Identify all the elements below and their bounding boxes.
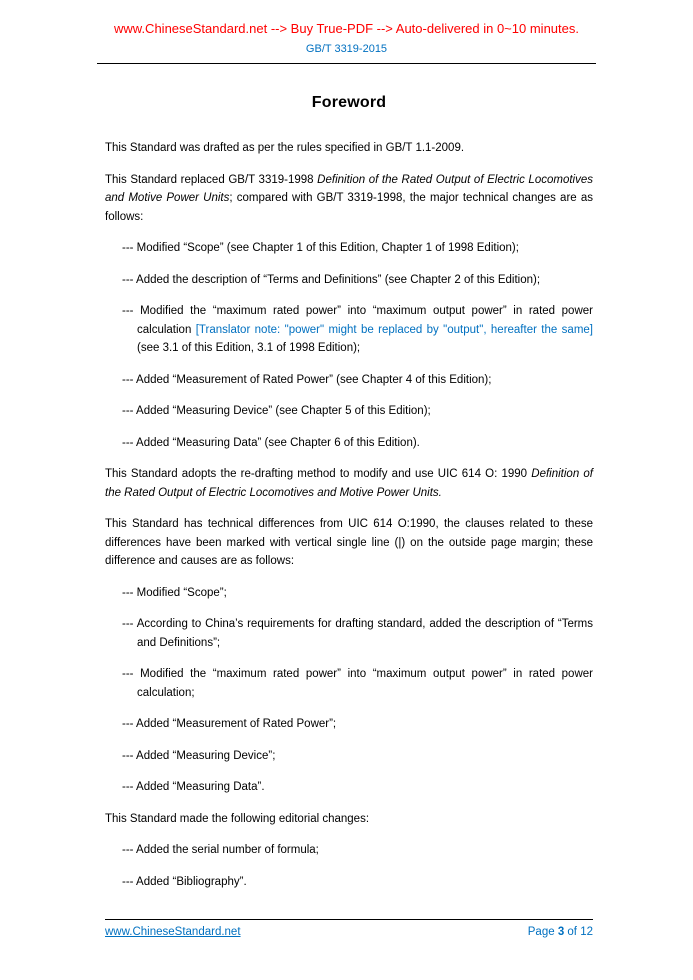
- header-banner: www.ChineseStandard.net --> Buy True-PDF --> Auto-delivered in 0~10 minutes.: [114, 21, 579, 36]
- page-label-prefix: Page: [527, 926, 558, 938]
- text-run: --- Modified the “maximum rated power” into “maximum output power” in rated power calculation: [122, 305, 593, 336]
- doc-number: GB/T 3319-2015: [305, 43, 388, 55]
- footer-row: [105, 920, 593, 938]
- text-run: ; compared with GB/T 3319-1998, the major technical changes are as follows:: [105, 192, 593, 223]
- text-run: This Standard replaced GB/T 3319-1998: [105, 173, 318, 186]
- footer-link[interactable]: www.ChineseStandard.net: [105, 926, 241, 938]
- list-item-modified-scope: --- Modified “Scope” (see Chapter 1 of this Edition, Chapter 1 of 1998 Edition);: [122, 242, 519, 254]
- list-item-added-device-2: --- Added “Measuring Device”;: [122, 749, 276, 762]
- list-item-added-measurement: --- Added “Measurement of Rated Power” (see Chapter 4 of this Edition);: [122, 373, 492, 386]
- paragraph-replaced: [105, 171, 593, 227]
- list-item-added-measurement-2: --- Added “Measurement of Rated Power”;: [122, 718, 337, 730]
- italic-run: Definition of the Rated Output of Electric Locomotives and Motive Power Units.: [105, 468, 593, 499]
- list-item-modified-power: [122, 302, 593, 358]
- list-item-modified-power-2: --- Modified the “maximum rated power” into “maximum output power” in rated power calculation;: [122, 668, 593, 699]
- translator-note: [Translator note: "power" might be replaced by "output", hereafter the same]: [195, 323, 593, 336]
- list-item-added-data-2: --- Added “Measuring Data”.: [122, 781, 265, 793]
- document-content: [0, 94, 693, 891]
- page-indicator: [528, 926, 593, 938]
- page-number: 3: [557, 926, 565, 938]
- list-item-china-requirements: --- According to China’s requirements for drafting standard, added the description of “Terms and Definitions”;: [122, 618, 593, 649]
- paragraph-editorial: This Standard made the following editorial changes:: [105, 812, 370, 825]
- page-title: Foreword: [311, 94, 387, 111]
- paragraph-adopts: [105, 465, 593, 502]
- header-divider: [97, 63, 596, 64]
- page-footer: [105, 919, 593, 938]
- text-run: (see 3.1 of this Edition, 3.1 of 1998 Edition);: [137, 342, 361, 354]
- page-label-suffix: of 12: [564, 926, 593, 938]
- list-item-modified-scope-2: --- Modified “Scope”;: [122, 586, 227, 599]
- list-item-serial-number: --- Added the serial number of formula;: [122, 844, 319, 856]
- list-item-added-data: --- Added “Measuring Data” (see Chapter 6 of this Edition).: [122, 436, 420, 449]
- paragraph-differences: This Standard has technical differences from UIC 614 O:1990, the clauses related to these differences have been marked with vertical single line (|) on the outside page margin; these difference and causes are as follows:: [105, 518, 593, 567]
- list-item-bibliography: --- Added “Bibliography”.: [122, 875, 247, 888]
- page-header: [0, 0, 693, 64]
- list-item-added-terms: --- Added the description of “Terms and Definitions” (see Chapter 2 of this Edition);: [122, 273, 541, 286]
- text-run: This Standard adopts the re-drafting method to modify and use UIC 614 O: 1990: [105, 468, 532, 480]
- paragraph-drafted: This Standard was drafted as per the rules specified in GB/T 1.1-2009.: [105, 142, 465, 154]
- list-item-added-device: --- Added “Measuring Device” (see Chapter 5 of this Edition);: [122, 405, 431, 417]
- italic-run: Definition of the Rated Output of Electric Locomotives and Motive Power Units: [105, 173, 593, 204]
